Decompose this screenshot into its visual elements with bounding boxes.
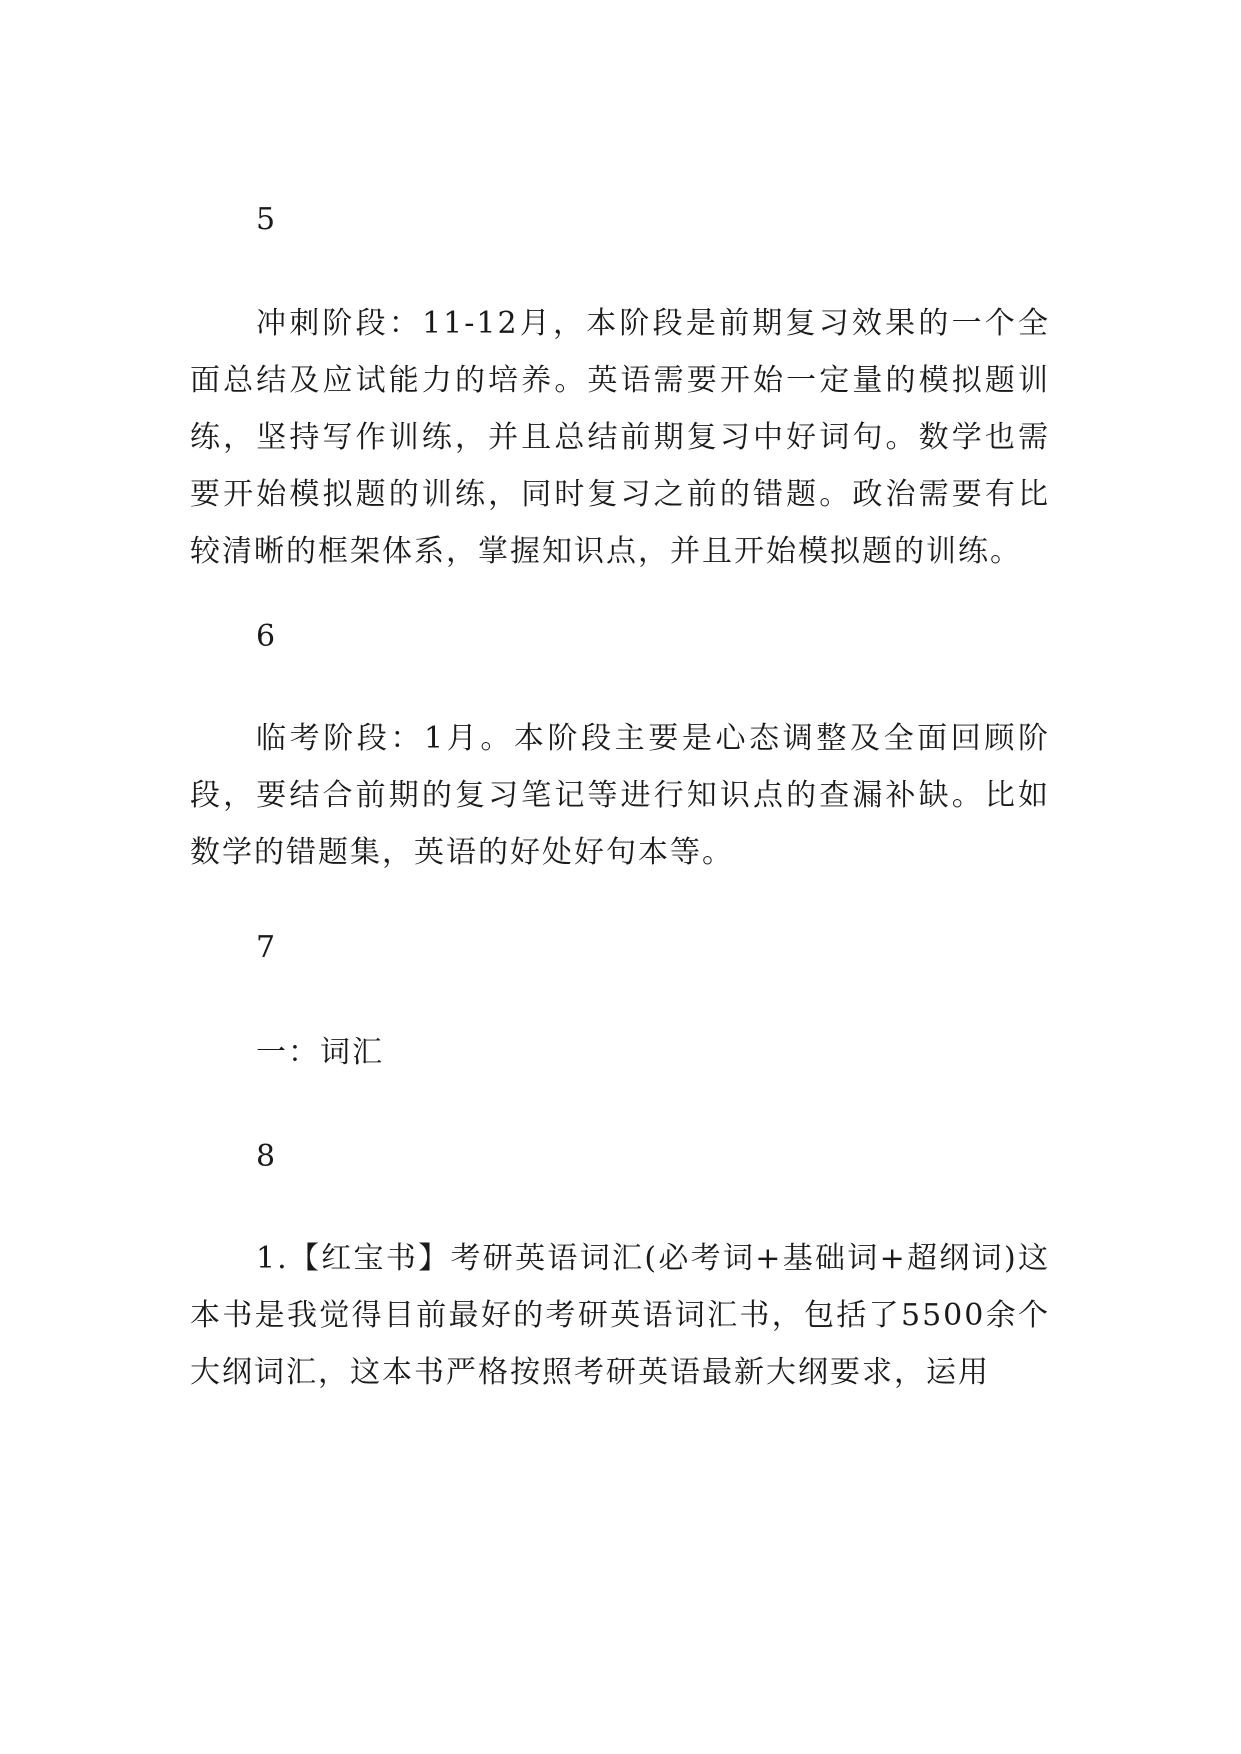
section-number-5: 5 <box>256 202 276 237</box>
paragraph-final-stage: 临考阶段：1月。本阶段主要是心态调整及全面回顾阶段，要结合前期的复习笔记等进行知识点的查漏补缺。比如数学的错题集，英语的好处好句本等。 <box>190 721 1050 870</box>
section-number-6: 6 <box>256 619 276 654</box>
paragraph-red-book: 1.【红宝书】考研英语词汇(必考词+基础词+超纲词)这本书是我觉得目前最好的考研英语词汇书，包括了5500余个大纲词汇，这本书严格按照考研英语最新大纲要求，运用 <box>190 1241 1050 1390</box>
section-number-7: 7 <box>256 930 276 965</box>
heading-vocabulary: 一：词汇 <box>256 1035 384 1070</box>
section-number-8: 8 <box>256 1139 276 1174</box>
paragraph-sprint-stage: 冲刺阶段：11-12月，本阶段是前期复习效果的一个全面总结及应试能力的培养。英语需要开始一定量的模拟题训练，坚持写作训练，并且总结前期复习中好词句。数学也需要开始模拟题的训练，同时复习之前的错题。政治需要有比较清晰的框架体系，掌握知识点，并且开始模拟题的训练。 <box>190 306 1050 569</box>
